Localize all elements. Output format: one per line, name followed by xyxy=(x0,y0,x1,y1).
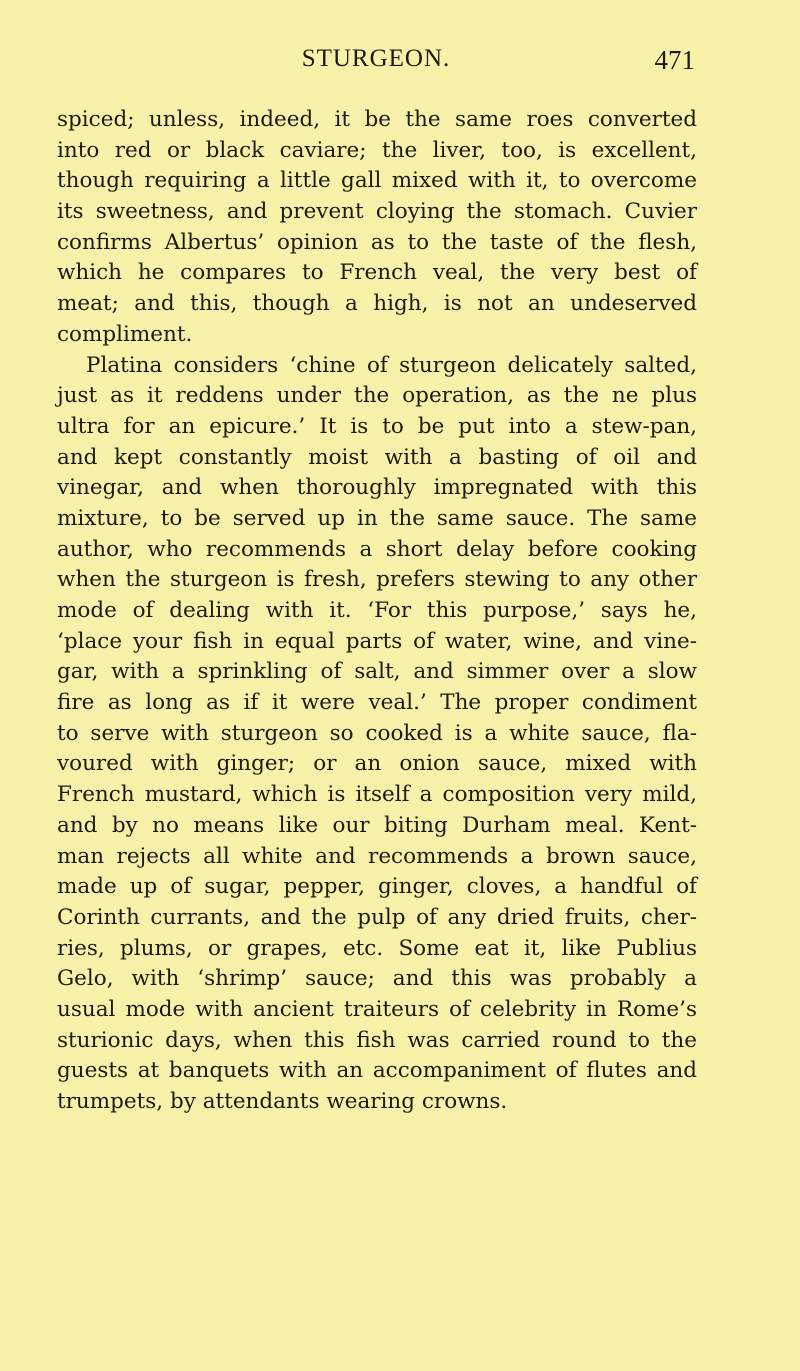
text-line: and kept constantly moist with a basting of oil and xyxy=(57,444,697,470)
text-line: ‘place your fish in equal parts of water, wine, and vine- xyxy=(57,628,697,654)
paragraph-end-line: trumpets, by attendants wearing crowns. xyxy=(57,1089,508,1114)
text-line: confirms Albertus’ opinion as to the taste of the flesh, xyxy=(57,229,697,255)
text-line: voured with ginger; or an onion sauce, mixed with xyxy=(57,751,697,777)
page-number: 471 xyxy=(654,45,695,75)
text-line: man rejects all white and recommends a brown sauce, xyxy=(57,843,697,869)
text-line: usual mode with ancient traiteurs of celebrity in Rome’s xyxy=(57,996,697,1022)
text-line: ultra for an epicure.’ It is to be put into a stew-pan, xyxy=(57,413,697,439)
text-line: made up of sugar, pepper, ginger, cloves, a handful of xyxy=(57,874,697,900)
paragraph-end-line: compliment. xyxy=(57,321,193,347)
text-line: just as it reddens under the operation, as the ne plus xyxy=(57,383,697,409)
text-line: though requiring a little gall mixed with it, to overcome xyxy=(57,168,697,194)
text-line: into red or black caviare; the liver, too, is excellent, xyxy=(57,137,697,163)
text-line: sturionic days, when this fish was carried round to the xyxy=(57,1027,697,1053)
text-line: Gelo, with ‘shrimp’ sauce; and this was probably a xyxy=(57,966,697,992)
text-line: fire as long as if it were veal.’ The proper condiment xyxy=(57,690,697,716)
text-line: and by no means like our biting Durham meal. Kent- xyxy=(57,812,697,838)
text-line: French mustard, which is itself a composition very mild, xyxy=(57,782,697,808)
text-line: vinegar, and when thoroughly impregnated with this xyxy=(57,475,697,501)
text-line: when the sturgeon is fresh, prefers stewing to any other xyxy=(57,567,697,593)
text-line: ries, plums, or grapes, etc. Some eat it, like Publius xyxy=(57,935,697,961)
text-line: mode of dealing with it. ‘For this purpose,’ says he, xyxy=(57,598,697,623)
text-line: author, who recommends a short delay before cooking xyxy=(57,536,697,562)
text-line: mixture, to be served up in the same sauce. The same xyxy=(57,505,697,531)
text-line: meat; and this, though a high, is not an undeserved xyxy=(57,291,697,317)
text-line: to serve with sturgeon so cooked is a white sauce, fla- xyxy=(57,720,697,746)
running-head xyxy=(57,45,695,85)
text-line: its sweetness, and prevent cloying the stomach. Cuvier xyxy=(57,199,697,225)
text-line: which he compares to French veal, the very best of xyxy=(57,260,697,286)
text-line: spiced; unless, indeed, it be the same roes converted xyxy=(57,107,697,132)
text-line: Corinth currants, and the pulp of any dried fruits, cher- xyxy=(57,904,697,930)
text-line: gar, with a sprinkling of salt, and simmer over a slow xyxy=(57,659,697,685)
body-text xyxy=(57,105,697,1118)
text-line: guests at banquets with an accompaniment of flutes and xyxy=(57,1058,697,1084)
running-head-title: STURGEON. xyxy=(301,45,451,72)
paragraph-start-line: Platina considers ‘chine of sturgeon delicately salted, xyxy=(86,352,697,378)
